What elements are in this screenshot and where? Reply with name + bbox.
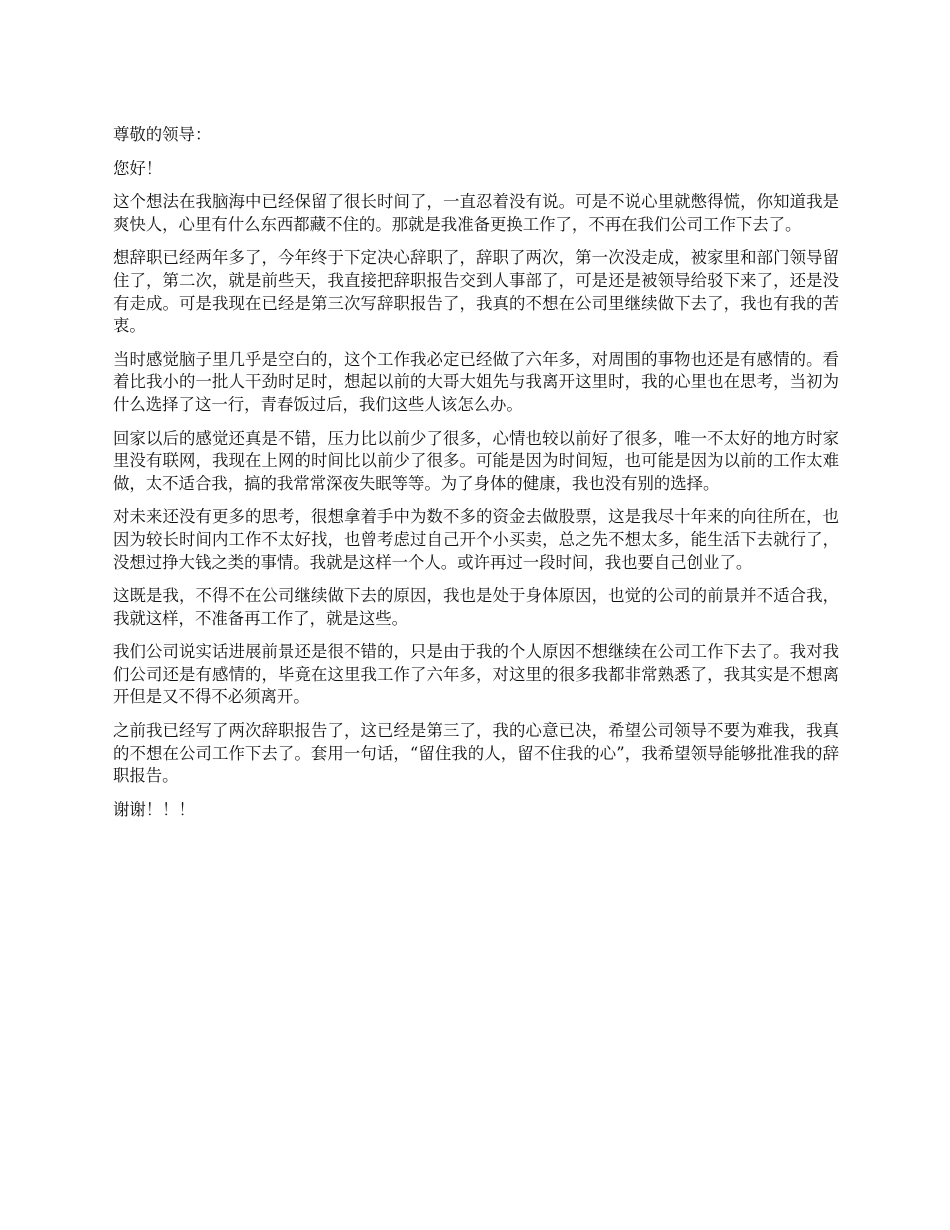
paragraph-1: 这个想法在我脑海中已经保留了很长时间了，一直忍着没有说。可是不说心里就憋得慌，你知道我是爽快人，心里有什么东西都藏不住的。那就是我准备更换工作了，不再在我们公司工作下去了。: [113, 192, 839, 234]
paragraph-7: 我们公司说实话进展前景还是很不错的，只是由于我的个人原因不想继续在公司工作下去了。我对我们公司还是有感情的，毕竟在这里我工作了六年多，对这里的很多我都非常熟悉了，我其实是不想离开但是又不得不必须离开。: [113, 642, 839, 707]
letter-body: [113, 124, 839, 832]
paragraph-2: 想辞职已经两年多了，今年终于下定决心辞职了，辞职了两次，第一次没走成，被家里和部门领导留住了，第二次，就是前些天，我直接把辞职报告交到人事部了，可是还是被领导给驳下来了，还是没有走成。可是我现在已经是第三次写辞职报告了，我真的不想在公司里继续做下去了，我也有我的苦衷。: [113, 248, 839, 336]
paragraph-8: 之前我已经写了两次辞职报告了，这已经是第三了，我的心意已决，希望公司领导不要为难我，我真的不想在公司工作下去了。套用一句话，“留住我的人，留不住我的心”，我希望领导能够批准我的辞职报告。: [113, 721, 839, 786]
salutation: 尊敬的领导：: [113, 125, 212, 144]
paragraph-5: 对未来还没有更多的思考，很想拿着手中为数不多的资金去做股票，这是我尽十年来的向往所在，也因为较长时间内工作不太好找，也曾考虑过自己开个小买卖，总之先不想太多，能生活下去就行了，没想过挣大钱之类的事情。我就是这样一个人。或许再过一段时间，我也要自己创业了。: [113, 507, 839, 572]
closing: 谢谢！！！: [113, 799, 195, 819]
paragraph-3: 当时感觉脑子里几乎是空白的，这个工作我必定已经做了六年多，对周围的事物也还是有感情的。看着比我小的一批人干劲时足时，想起以前的大哥大姐先与我离开这里时，我的心里也在思考，当初为什么选择了这一行，青春饭过后，我们这些人该怎么办。: [113, 349, 839, 414]
paragraph-6: 这既是我，不得不在公司继续做下去的原因，我也是处于身体原因，也觉的公司的前景并不适合我，我就这样，不准备再工作了，就是这些。: [113, 586, 839, 628]
greeting: 您好！: [113, 158, 163, 178]
paragraph-4: 回家以后的感觉还真是不错，压力比以前少了很多，心情也较以前好了很多，唯一不太好的地方时家里没有联网，我现在上网的时间比以前少了很多。可能是因为时间短，也可能是因为以前的工作太难做，太不适合我，搞的我常常深夜失眠等等。为了身体的健康，我也没有别的选择。: [113, 428, 839, 493]
